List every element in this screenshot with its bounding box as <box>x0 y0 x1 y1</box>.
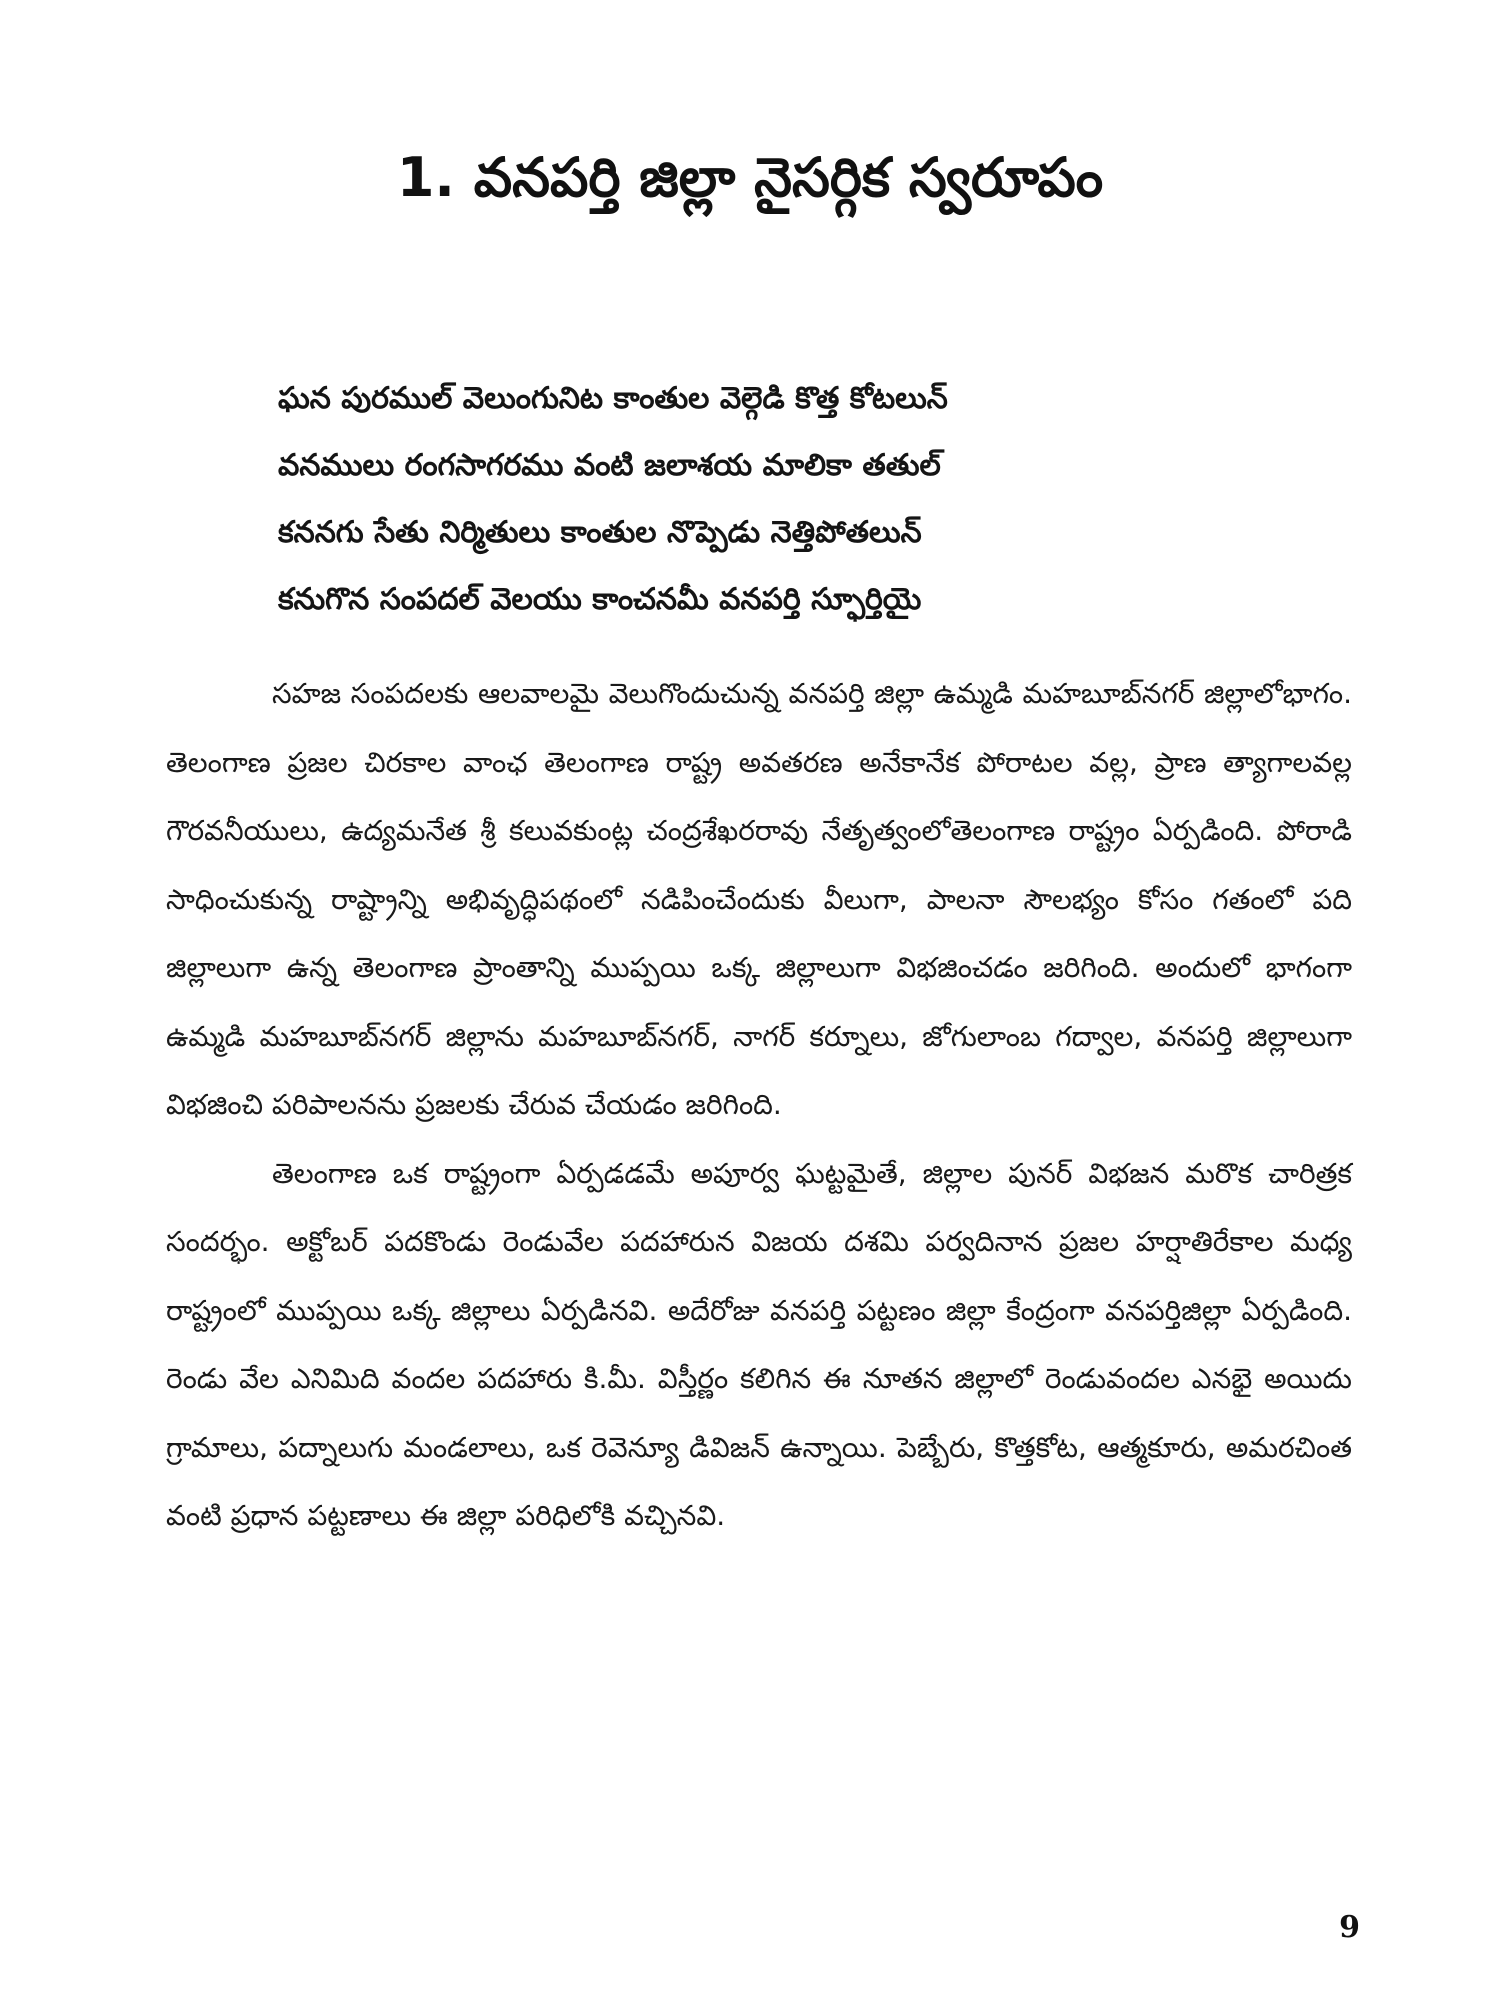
poem-verse <box>278 365 1278 633</box>
page-number: 9 <box>1339 1910 1360 1945</box>
poem-line: కనుగొన సంపదల్ వెలయు కాంచనమీ వనపర్తి స్ఫూర్తియై <box>278 582 922 617</box>
poem-line: ఘన పురముల్ వెలుంగునిట కాంతుల వెల్గెడి కొత్త కోటలున్ <box>278 381 948 416</box>
poem-line: వనములు రంగసాగరము వంటి జలాశయ మాలికా తతుల్ <box>278 448 941 483</box>
chapter-title: 1. వనపర్తి జిల్లా నైసర్గిక స్వరూపం <box>396 146 1104 209</box>
paragraph: తెలంగాణ ఒక రాష్ట్రంగా ఏర్పడడమే అపూర్వ ఘట్టమైతే, జిల్లాల పునర్ విభజన మరొక చారిత్రక సందర్భం. అక్టోబర్ పదకొండు రెండువేల పదహారున విజయ దశమి పర్వదినాన ప్రజల హర్షాతిరేకాల మధ్య రాష్ట్రంలో ముప్పయి ఒక్క జిల్లాలు ఏర్పడినవి. అదేరోజు వనపర్తి పట్టణం జిల్లా కేంద్రంగా వనపర్తిజిల్లా ఏర్పడింది. రెండు వేల ఎనిమిది వందల పదహారు కి.మీ. విస్తీర్ణం కలిగిన ఈ నూతన జిల్లాలో రెండువందల ఎనభై అయిదు గ్రామాలు, పద్నాలుగు మండలాలు, ఒక రెవెన్యూ డివిజన్ ఉన్నాయి. పెబ్బేరు, కొత్తకోట, ఆత్మకూరు, అమరచింత వంటి ప్రధాన పట్టణాలు ఈ జిల్లా పరిధిలోకి వచ్చినవి. <box>166 1156 1352 1532</box>
paragraph: సహజ సంపదలకు ఆలవాలమై వెలుగొందుచున్న వనపర్తి జిల్లా ఉమ్మడి మహబూబ్‌నగర్ జిల్లాలోభాగం. తెలంగాణ ప్రజల చిరకాల వాంఛ తెలంగాణ రాష్ట్ర అవతరణ అనేకానేక పోరాటల వల్ల, ప్రాణ త్యాగాలవల్ల గౌరవనీయులు, ఉద్యమనేత శ్రీ కలువకుంట్ల చంద్రశేఖరరావు నేతృత్వంలోతెలంగాణ రాష్ట్రం ఏర్పడింది. పోరాడి సాధించుకున్న రాష్ట్రాన్ని అభివృద్ధిపథంలో నడిపించేందుకు వీలుగా, పాలనా సౌలభ్యం కోసం గతంలో పది జిల్లాలుగా ఉన్న తెలంగాణ ప్రాంతాన్ని ముప్పయి ఒక్క జిల్లాలుగా విభజించడం జరిగింది. అందులో భాగంగా ఉమ్మడి మహబూబ్‌నగర్ జిల్లాను మహబూబ్‌నగర్, నాగర్ కర్నూలు, జోగులాంబ గద్వాల, వనపర్తి జిల్లాలుగా విభజించి పరిపాలనను ప్రజలకు చేరువ చేయడం జరిగింది. <box>166 677 1352 1121</box>
body-text <box>166 660 1352 1551</box>
poem-line: కననగు సేతు నిర్మితులు కాంతుల నొప్పెడు నెత్తిపోతలున్ <box>278 515 922 550</box>
